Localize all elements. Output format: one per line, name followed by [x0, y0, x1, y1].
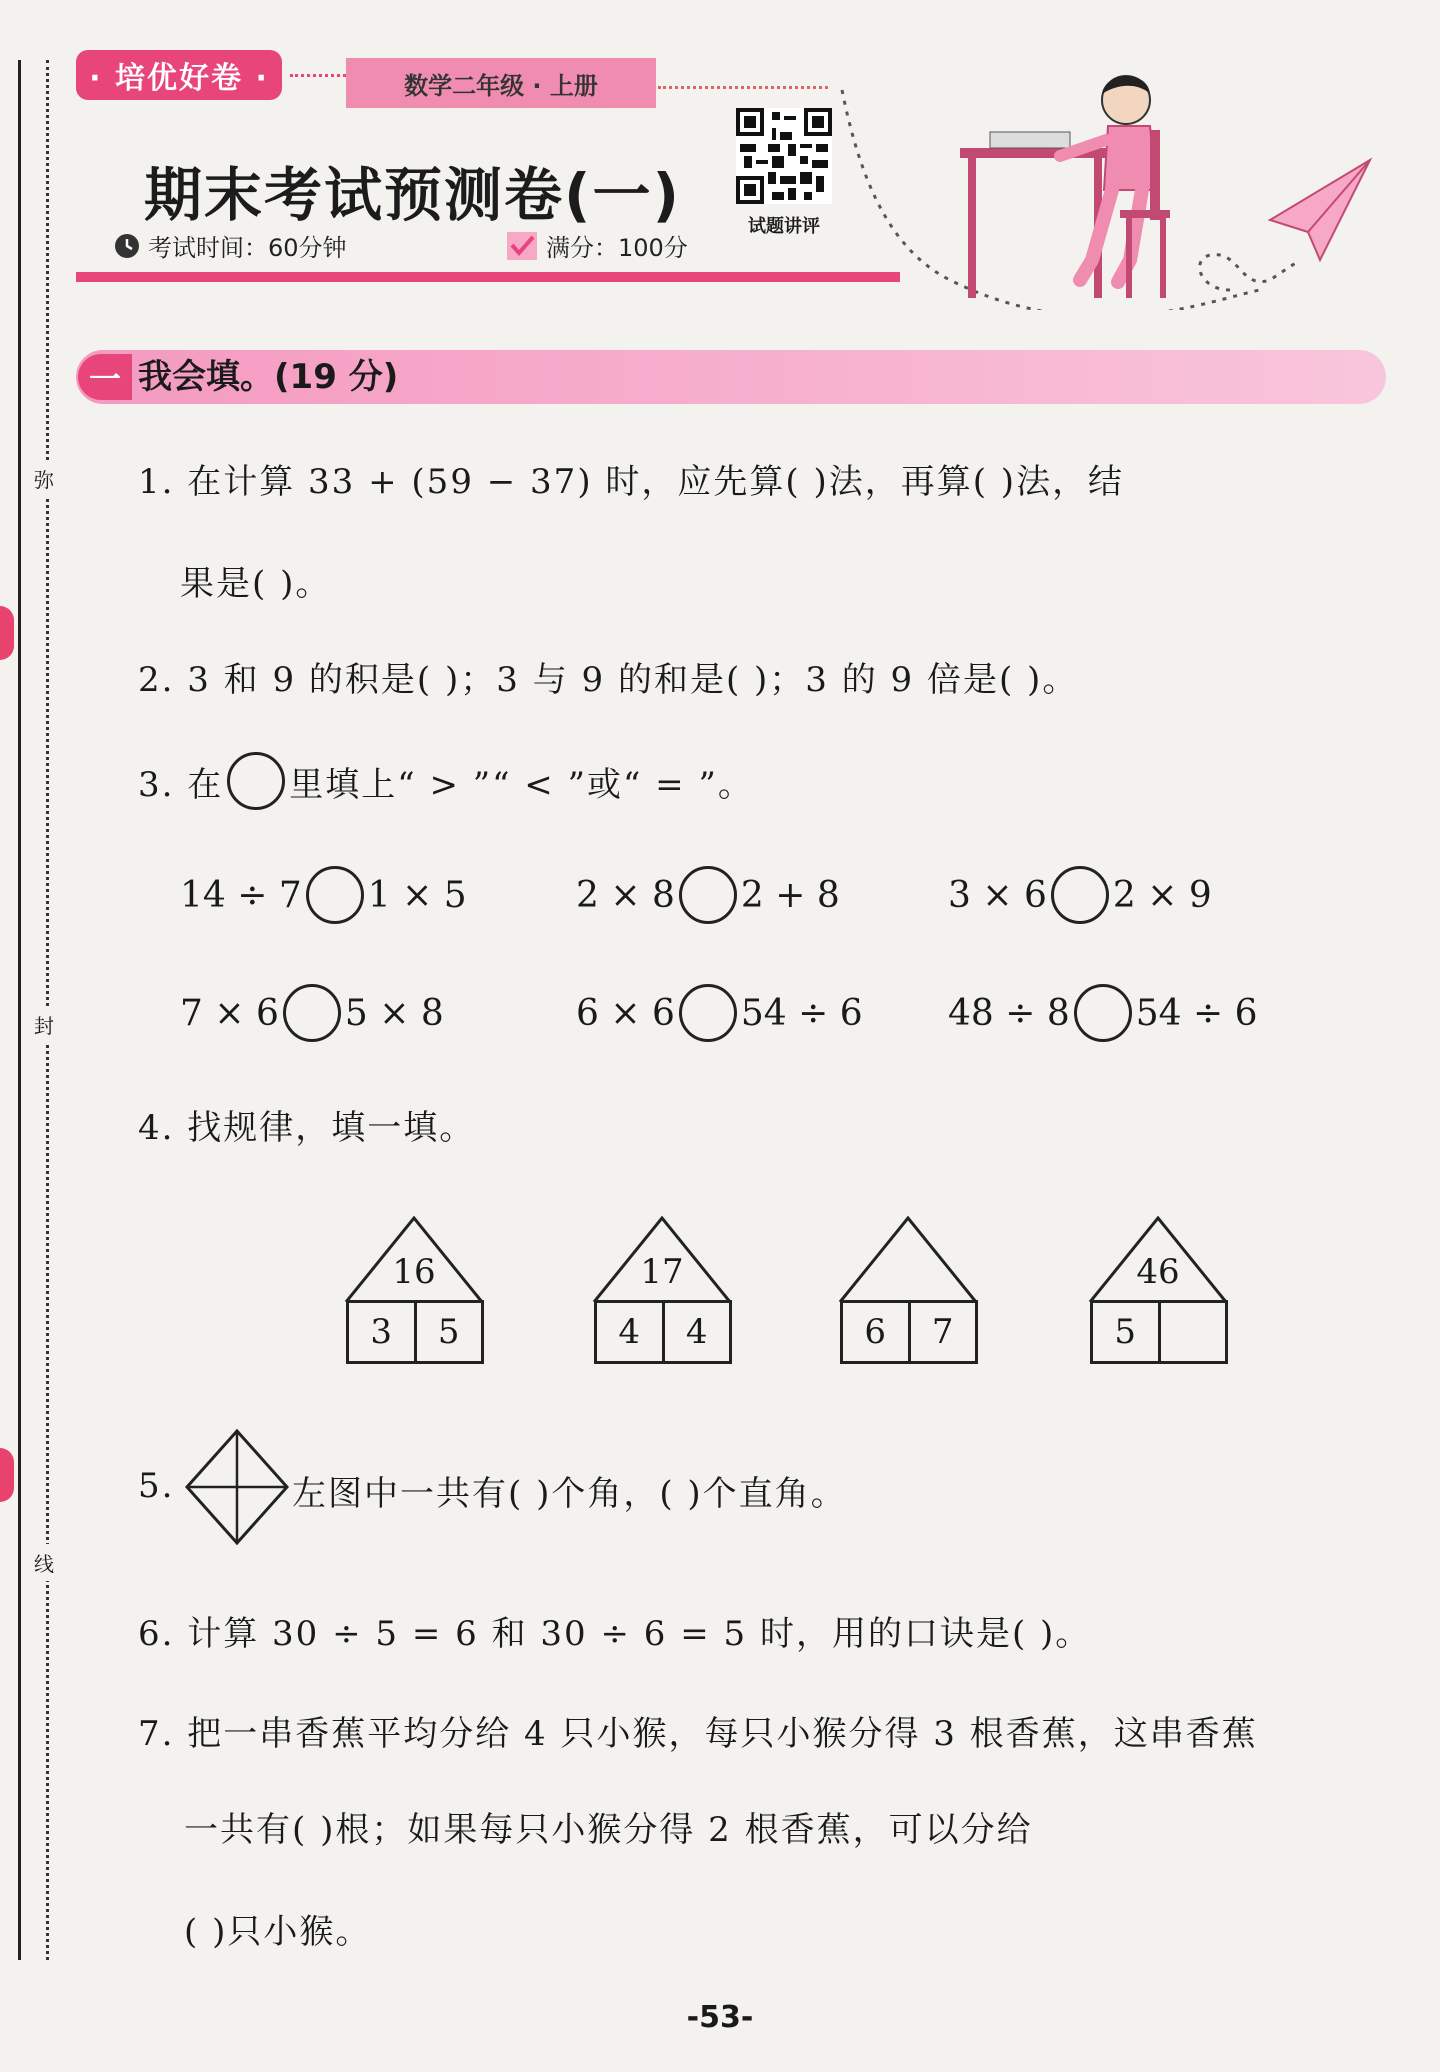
grade-tag: 数学二年级 · 上册 — [346, 58, 656, 108]
house-top-number: 17 — [640, 1252, 684, 1292]
dotted-connector — [658, 86, 828, 89]
comparison-item — [180, 866, 467, 924]
question-1-line-2: 果是( )。 — [180, 564, 332, 604]
comparison-left: 48 ÷ 8 — [948, 992, 1070, 1034]
comparison-item — [180, 984, 444, 1042]
comparison-answer-circle[interactable] — [283, 984, 341, 1042]
comparison-answer-circle[interactable] — [306, 866, 364, 924]
house-top-number: 46 — [1136, 1252, 1180, 1292]
comparison-right: 5 × 8 — [344, 992, 444, 1034]
comparison-left: 7 × 6 — [180, 992, 279, 1034]
house-base — [840, 1300, 978, 1364]
page-number: -53- — [686, 2000, 754, 2035]
seal-label-mid: 封 — [34, 1006, 54, 1043]
comparison-answer-circle[interactable] — [679, 984, 737, 1042]
house-base — [346, 1300, 484, 1364]
side-tab-marker — [0, 1448, 14, 1502]
exam-time-text: 考试时间：60分钟 — [148, 234, 347, 262]
comparison-left: 14 ÷ 7 — [180, 874, 302, 916]
house-cell-right: 4 — [662, 1303, 730, 1361]
question-6: 6. 计算 30 ÷ 5 = 6 和 30 ÷ 6 = 5 时，用的口诀是( )。 — [138, 1614, 1092, 1654]
question-3 — [138, 752, 754, 810]
house-top-number: 16 — [392, 1252, 436, 1292]
question-2: 2. 3 和 9 的积是( )；3 与 9 的和是( )；3 的 9 倍是( )。 — [138, 660, 1079, 700]
exam-score-text: 满分：100分 — [546, 234, 688, 262]
question-7-line-1: 7. 把一串香蕉平均分给 4 只小猴，每只小猴分得 3 根香蕉，这串香蕉 — [138, 1714, 1258, 1754]
house-roof — [838, 1216, 978, 1302]
question-1-line-1: 1. 在计算 33 + (59 − 37) 时，应先算( )法，再算( )法，结 — [138, 462, 1125, 502]
clock-icon — [112, 231, 142, 261]
question-4: 4. 找规律，填一填。 — [138, 1108, 476, 1148]
house-cell-right-answer[interactable] — [1158, 1303, 1226, 1361]
house-base — [1090, 1300, 1228, 1364]
question-3-prefix: 3. 在 — [138, 764, 224, 805]
comparison-left: 6 × 6 — [576, 992, 675, 1034]
series-tag: · 培优好卷 · — [76, 50, 282, 100]
student-illustration — [830, 60, 1390, 310]
number-house — [344, 1216, 484, 1366]
number-house — [1088, 1216, 1228, 1366]
header-underline — [76, 272, 900, 282]
comparison-right: 2 + 8 — [740, 874, 840, 916]
comparison-right: 1 × 5 — [367, 874, 467, 916]
comparison-item — [576, 984, 863, 1042]
question-3-suffix: 里填上“ > ”“ < ”或“ = ”。 — [289, 764, 754, 805]
comparison-left: 2 × 8 — [576, 874, 675, 916]
question-7-line-3: ( )只小猴。 — [184, 1912, 372, 1952]
house-cell-right: 5 — [414, 1303, 482, 1361]
qr-caption: 试题讲评 — [748, 216, 820, 237]
exam-time — [112, 228, 347, 263]
comparison-right: 54 ÷ 6 — [740, 992, 863, 1034]
question-7-line-2: 一共有( )根；如果每只小猴分得 2 根香蕉，可以分给 — [184, 1810, 1033, 1850]
house-base — [594, 1300, 732, 1364]
number-house — [838, 1216, 978, 1366]
section-number: 一 — [78, 354, 132, 400]
section-title: 我会填。(19 分) — [138, 357, 399, 397]
house-cell-left: 6 — [864, 1312, 887, 1352]
house-cell-left: 5 — [1114, 1312, 1137, 1352]
question-5-number: 5. — [138, 1466, 175, 1506]
question-5-text: 左图中一共有( )个角，( )个直角。 — [292, 1474, 847, 1514]
comparison-answer-circle[interactable] — [1051, 866, 1109, 924]
comparison-item — [576, 866, 840, 924]
comparison-answer-circle[interactable] — [1074, 984, 1132, 1042]
comparison-right: 2 × 9 — [1112, 874, 1212, 916]
comparison-answer-circle[interactable] — [679, 866, 737, 924]
side-tab-marker — [0, 606, 14, 660]
dotted-connector — [290, 74, 346, 77]
circle-symbol — [227, 752, 285, 810]
seal-label-top: 弥 — [34, 460, 54, 497]
comparison-right: 54 ÷ 6 — [1135, 992, 1258, 1034]
binding-line — [18, 60, 21, 1960]
house-cell-left: 3 — [370, 1312, 393, 1352]
rhombus-figure — [184, 1428, 290, 1546]
exam-title: 期末考试预测卷(一) — [144, 161, 682, 229]
seal-label-bottom: 线 — [34, 1544, 54, 1581]
qr-code[interactable] — [736, 108, 832, 204]
comparison-left: 3 × 6 — [948, 874, 1047, 916]
house-cell-right: 7 — [908, 1303, 976, 1361]
number-house — [592, 1216, 732, 1366]
checkmark-icon — [506, 231, 538, 261]
exam-score — [506, 228, 688, 263]
house-cell-left: 4 — [618, 1312, 641, 1352]
comparison-item — [948, 984, 1258, 1042]
comparison-item — [948, 866, 1212, 924]
